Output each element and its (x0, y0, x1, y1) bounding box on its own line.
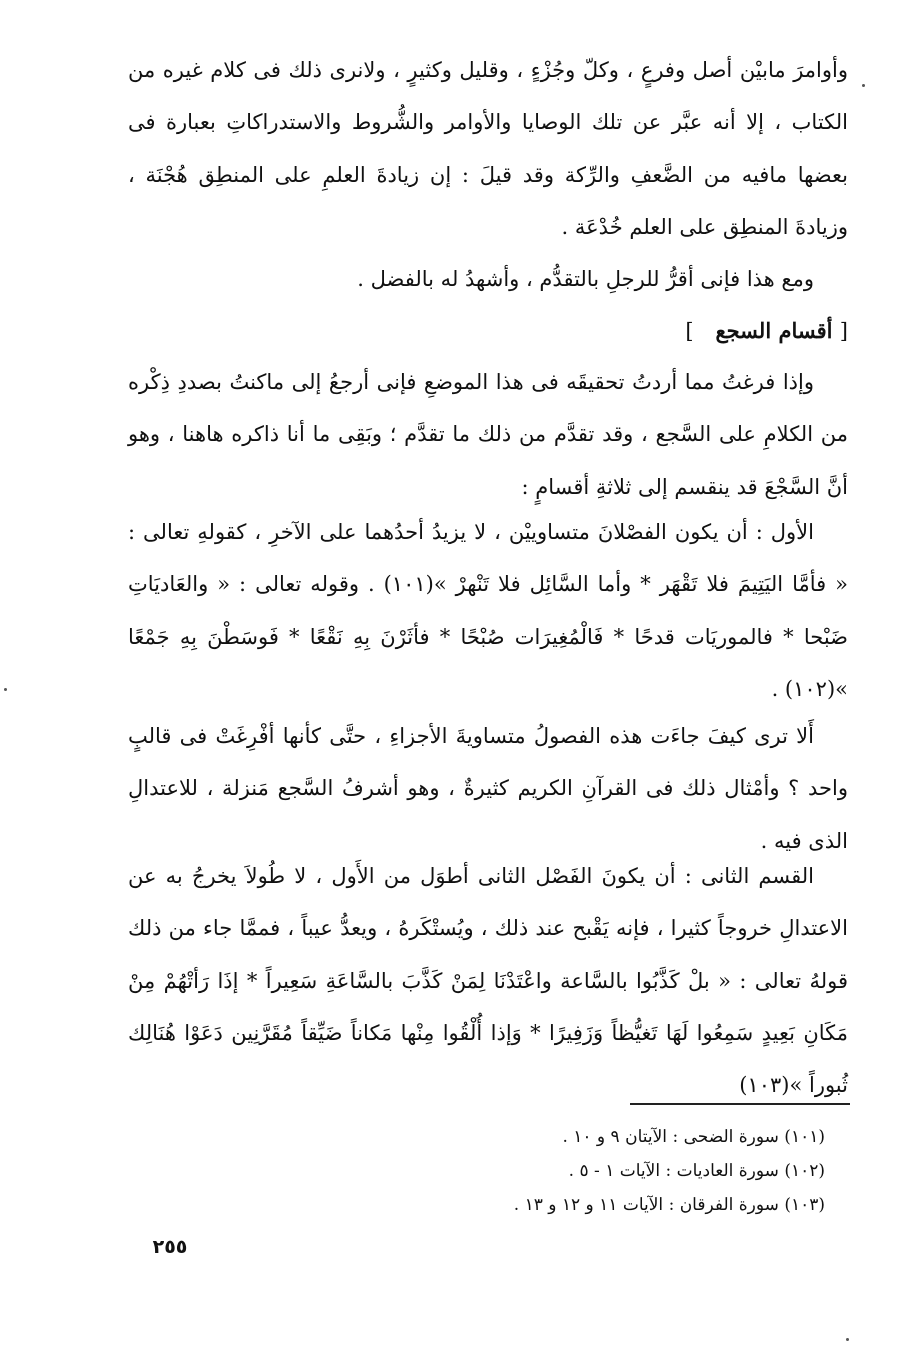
heading-close-bracket: ] (685, 319, 694, 344)
paragraph-2: ومع هذا فإنى أقرُّ للرجلِ بالتقدُّم ، وأشهدُ له بالفضل . (357, 267, 814, 292)
scan-speck (4, 688, 7, 691)
text-section-5 (128, 850, 848, 1111)
text-section-1 (128, 44, 848, 358)
paragraph-1: وأوامرَ مابيْن أصل وفرعٍ ، وكلّ وجُزْءٍ ، وقليل وكثيرٍ ، ولانرى ذلك فى كلام غيره من الكتاب ، إلا أنه عبَّر عن تلك الوصايا والأوامر والشُّروط والاستدراكاتِ بعبارة فى بعضها مافيه من الضَّعفِ والرِّكة وقد قيلَ : إن زيادةَ العلمِ على المنطِق هُجْنَة ، وزيادةَ المنطِق على العلم خُدْعَة . (128, 58, 848, 239)
footnote-separator (630, 1103, 850, 1105)
footnote-101: (١٠١) سورة الضحى : الآيتان ٩ و ١٠ . (562, 1127, 825, 1147)
footnote-102: (١٠٢) سورة العاديات : الآيات ١ - ٥ . (568, 1161, 825, 1181)
heading-text: أقسام السجع (715, 318, 833, 344)
footnote-103: (١٠٣) سورة الفرقان : الآيات ١١ و ١٢ و ١٣ . (513, 1195, 825, 1215)
section-heading (128, 305, 848, 357)
footnotes (300, 1120, 825, 1222)
paragraph-3: وإذا فرغتُ مما أردتُ تحقيقَه فى هذا الموضعِ فإنى أرجعُ إلى ماكنتُ بصددِ ذِكْره من الكلامِ على السَّجع ، وقد تقدَّم من ذلك ما تقدَّم ؛ وبَقِى ما أنا ذاكره هاهنا ، وهو أنَّ السَّجْعَ قد ينقسم إلى ثلاثةِ أقسامٍ : (128, 370, 848, 499)
text-section-4 (128, 710, 848, 867)
paragraph-5: أَلا ترى كيفَ جاءَت هذه الفصولُ متساويةَ الأجزاءِ ، حتَّى كأنها أفْرِغَتْ فى قالبٍ واحد ؟ وأمْثال ذلك فى القرآنِ الكريم كثيرةٌ ، وهو أشرفُ السَّجع مَنزلة ، للاعتدالِ الذى فيه . (128, 724, 848, 853)
heading-open-bracket: [ (839, 319, 848, 344)
text-section-2 (128, 356, 848, 513)
paragraph-6: القسم الثانى : أن يكونَ الفَصْل الثانى أطوَل من الأَول ، لا طُولاَ يخرجُ به عن الاعتدالِ خروجاً كثيرا ، فإنه يَقْبح عند ذلك ، ويُستْكَرهُ ، ويعدُّ عيباً ، فممَّا جاء من ذلك قولهُ تعالى : « بلْ كَذَّبُوا بالسَّاعة واعْتَدْنَا لِمَنْ كَذَّبَ بالسَّاعَةِ سَعِيراً * إذَا رَأتْهُمْ مِنْ مَكَانِ بَعِيدٍ سَمِعُوا لَهَا تَغيُّظاً وَزَفِيرًا * وَإذا أُلْقُوا مِنْها مَكاناً ضَيِّقاً مُقَرَّنِين دَعَوْا هُنَالِك ثُبوراً »(١٠٣) (128, 864, 848, 1098)
paragraph-4: الأول : أن يكون الفصْلانَ متساوييْن ، لا يزيدُ أحدُهما على الآخرِ ، كقولهِ تعالى : « فأمَّا اليَتِيمَ فلا تَقْهَر * وأما السَّائِل فلا تَنْهرْ »(١٠١) . وقوله تعالى : « والعَاديَاتِ ضَبْحا * فالموريَات قدحًا * فَالْمُغِيرَات صُبْحًا * فأثَرْنَ بِهِ نَقْعًا * فَوسَطْنَ بِهِ جَمْعًا »(١٠٢) . (128, 520, 848, 701)
scan-speck (862, 84, 865, 87)
scan-speck (846, 1338, 849, 1341)
text-section-3 (128, 506, 848, 715)
page-number: ٢٥٥ (152, 1236, 188, 1258)
